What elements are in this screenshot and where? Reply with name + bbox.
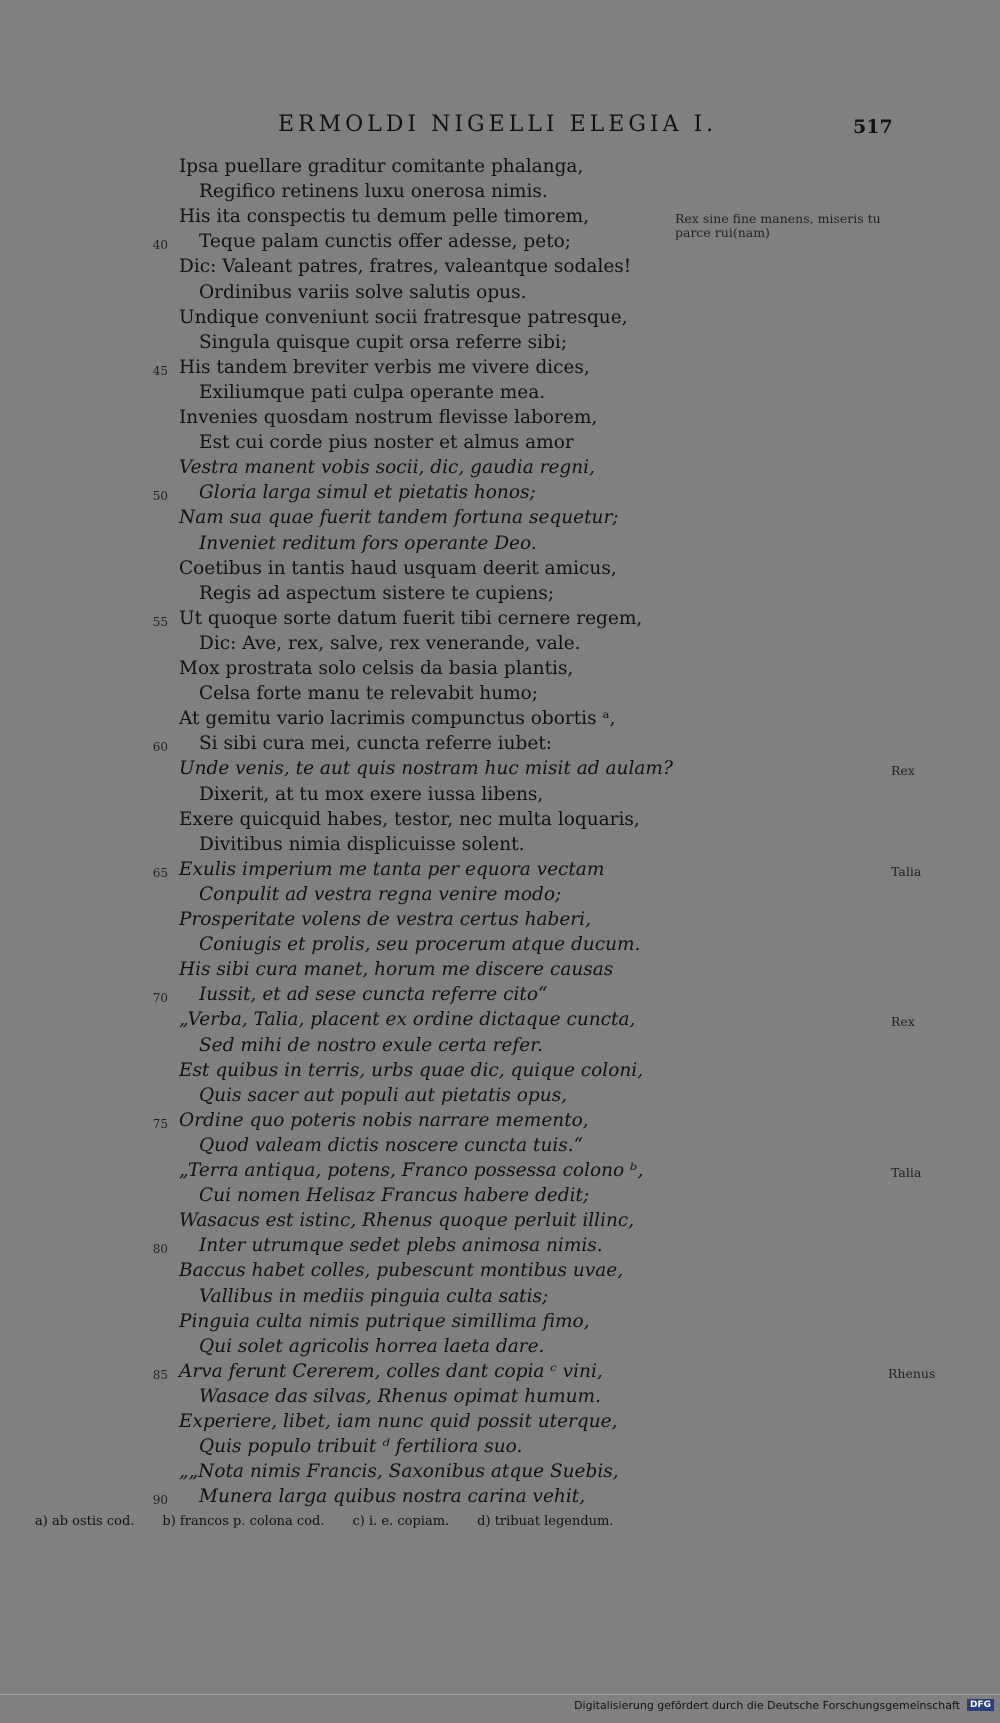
verse-line [0,683,1000,708]
verse-text: Ut quoque sorte datum fuerit tibi cernere regem, [179,607,643,629]
verse-text: Coetibus in tantis haud usquam deerit amicus, [179,557,617,579]
line-number: 65 [152,865,168,880]
verse-text: Munera larga quibus nostra carina vehit, [199,1486,586,1508]
verse-line [0,332,1000,357]
verse-line [0,608,1000,633]
verse-text: Vestra manent vobis socii, dic, gaudia regni, [179,457,595,479]
verse-line [0,758,1000,783]
verse-text: Inter utrumque sedet plebs animosa nimis. [199,1235,603,1257]
verse-text: Nam sua quae fuerit tandem fortuna sequetur; [179,507,619,529]
verse-text: „„Nota nimis Francis, Saxonibus atque Suebis, [179,1461,619,1483]
verse-text: Divitibus nimia displicuisse solent. [199,833,525,855]
verse-text: Regis ad aspectum sistere te cupiens; [199,582,555,604]
digitization-credit: Digitalisierung gefördert durch die Deutsche Forschungsgemeinschaft [574,1699,960,1712]
margin-note: Talia [891,1165,922,1180]
verse-line [0,282,1000,307]
line-number: 85 [152,1367,168,1382]
verse-line [0,507,1000,532]
line-number: 90 [152,1493,168,1508]
verse-text: Dic: Ave, rex, salve, rex venerande, vale. [199,632,581,654]
verse-text: Vallibus in mediis pinguia culta satis; [199,1285,549,1307]
verse-line [0,407,1000,432]
verse-text: Exulis imperium me tanta per equora vectam [179,858,605,880]
verse-line [0,1286,1000,1311]
verse-line [0,884,1000,909]
verse-text: „Verba, Talia, placent ex ordine dictaque cuncta, [179,1009,636,1031]
verse-text: Exiliumque pati culpa operante mea. [199,381,546,403]
verse-text: Si sibi cura mei, cuncta referre iubet: [199,733,553,755]
verse-line [0,1060,1000,1085]
footnote: b) francos p. colona cod. [162,1514,325,1529]
verse-line [0,1311,1000,1336]
verse-text: Est cui corde pius noster et almus amor [199,432,574,454]
verse-text: Est quibus in terris, urbs quae dic, quique coloni, [179,1059,644,1081]
line-number: 60 [152,740,168,755]
verse-line [0,834,1000,859]
verse-text: At gemitu vario lacrimis compunctus obortis ᵃ, [179,708,616,730]
verse-line [0,1486,1000,1511]
dfg-logo: DFG [967,1699,994,1711]
margin-note: Rex [891,1014,915,1030]
verse-text: Dic: Valeant patres, fratres, valeantque sodales! [179,256,632,278]
verse-line [0,1110,1000,1135]
line-number: 55 [152,614,168,629]
line-number: 70 [152,991,168,1006]
verse-line [0,181,1000,206]
verse-line [0,1361,1000,1386]
verse-text: Undique conveniunt socii fratresque patresque, [179,306,628,328]
verse-text: His sibi cura manet, horum me discere causas [179,959,614,981]
verse-text: Prosperitate volens de vestra certus haberi, [179,909,591,930]
verse-line [0,1135,1000,1160]
verse-line [0,558,1000,583]
verse-line [0,1009,1000,1034]
line-number: 75 [152,1116,168,1131]
verse-text: Baccus habet colles, pubescunt montibus uvae, [179,1260,624,1282]
verse-text: Singula quisque cupit orsa referre sibi; [199,331,568,353]
verse-text: Invenies quosdam nostrum flevisse laborem, [179,407,598,428]
verse-text: Gloria larga simul et pietatis honos; [199,482,536,504]
verse-text: Dixerit, at tu mox exere iussa libens, [199,783,544,805]
line-number: 40 [152,238,168,253]
verse-text: Pinguia culta nimis putrique simillima fimo, [179,1310,590,1332]
verse-line [0,733,1000,758]
verse-text: Teque palam cunctis offer adesse, peto; [199,231,572,253]
footnote: d) tribuat legendum. [477,1514,614,1529]
verse-line [0,457,1000,482]
verse-line [0,432,1000,457]
verse-line [0,633,1000,658]
verse-text: Celsa forte manu te relevabit humo; [199,683,539,705]
verse-line [0,583,1000,608]
verse-text: His tandem breviter verbis me vivere dices, [179,356,590,378]
verse-line [0,1210,1000,1235]
verse-text: Coniugis et prolis, seu procerum atque ducum. [199,934,641,956]
verse-line [0,1386,1000,1411]
line-number: 50 [152,489,168,504]
verse-text: Ipsa puellare graditur comitante phalanga, [179,156,584,177]
verse-line [0,533,1000,558]
verse-text: Sed mihi de nostro exule certa refer. [199,1034,543,1056]
verse-line [0,959,1000,984]
line-number: 80 [152,1242,168,1257]
running-title: ERMOLDI NIGELLI ELEGIA I. [278,112,718,137]
verse-text: Quod valeam dictis noscere cuncta tuis.“ [199,1134,584,1156]
verse-text: Regifico retinens luxu onerosa nimis. [199,181,548,203]
verse-text: Qui solet agricolis horrea laeta dare. [199,1335,545,1357]
verse-line [0,256,1000,281]
verse-text: His ita conspectis tu demum pelle timorem, [179,206,590,228]
verse-text: Cui nomen Helisaz Francus habere dedit; [199,1185,590,1207]
verse-text: Inveniet reditum fors operante Deo. [199,532,537,554]
verse-line [0,809,1000,834]
footnote: c) i. e. copiam. [352,1514,450,1529]
verse-line [0,859,1000,884]
verse-text: Experiere, libet, iam nunc quid possit uterque, [179,1411,618,1432]
verse-line [0,1260,1000,1285]
verse-line [0,307,1000,332]
verse-text: Wasace das silvas, Rhenus opimat humum. [199,1385,601,1407]
verse-text: Quis populo tribuit ᵈ fertiliora suo. [199,1436,523,1458]
footnotes [35,1514,642,1529]
verse-text: Ordinibus variis solve salutis opus. [199,281,527,303]
verse-line [0,482,1000,507]
verse-text: Quis sacer aut populi aut pietatis opus, [199,1084,568,1106]
page-header [0,112,1000,142]
margin-note: Talia [891,863,922,879]
verse-line [0,1336,1000,1361]
verse-line [0,1160,1000,1185]
margin-note: Rex sine fine manens, miseris tu parce rui(nam) [675,211,881,241]
verse-text: Ordine quo poteris nobis narrare memento, [179,1109,589,1131]
verse-text: Unde venis, te aut quis nostram huc misit ad aulam? [179,758,673,780]
verse-text: Iussit, et ad sese cuncta referre cito“ [199,984,548,1006]
margin-note: Rhenus [888,1365,936,1381]
verse-line [0,357,1000,382]
verse-text: „Terra antiqua, potens, Franco possessa colono ᵇ, [179,1160,644,1181]
verse-line [0,784,1000,809]
verse-text: Mox prostrata solo celsis da basia plantis, [179,658,574,679]
verse-text: Wasacus est istinc, Rhenus quoque perluit illinc, [179,1210,635,1232]
verse-line [0,658,1000,683]
digitization-bar [0,1694,1000,1717]
verse-line [0,909,1000,934]
page-number: 517 [853,116,893,138]
verse-line [0,1035,1000,1060]
verse-line [0,1411,1000,1436]
verse-line [0,156,1000,181]
verse-text: Arva ferunt Cererem, colles dant copia ᶜ vini, [179,1360,603,1382]
verse-line [0,1185,1000,1210]
verse-line [0,1436,1000,1461]
footnote: a) ab ostis cod. [35,1514,135,1529]
verse-line [0,708,1000,733]
margin-note: Rex [891,763,915,779]
verse-line [0,1461,1000,1486]
verse-line [0,382,1000,407]
verse-line [0,984,1000,1009]
verse-line [0,934,1000,959]
line-number: 45 [152,363,168,378]
verse-line [0,1235,1000,1260]
verse-text: Exere quicquid habes, testor, nec multa loquaris, [179,808,640,830]
verse-text: Conpulit ad vestra regna venire modo; [199,883,562,905]
verse-line [0,1085,1000,1110]
